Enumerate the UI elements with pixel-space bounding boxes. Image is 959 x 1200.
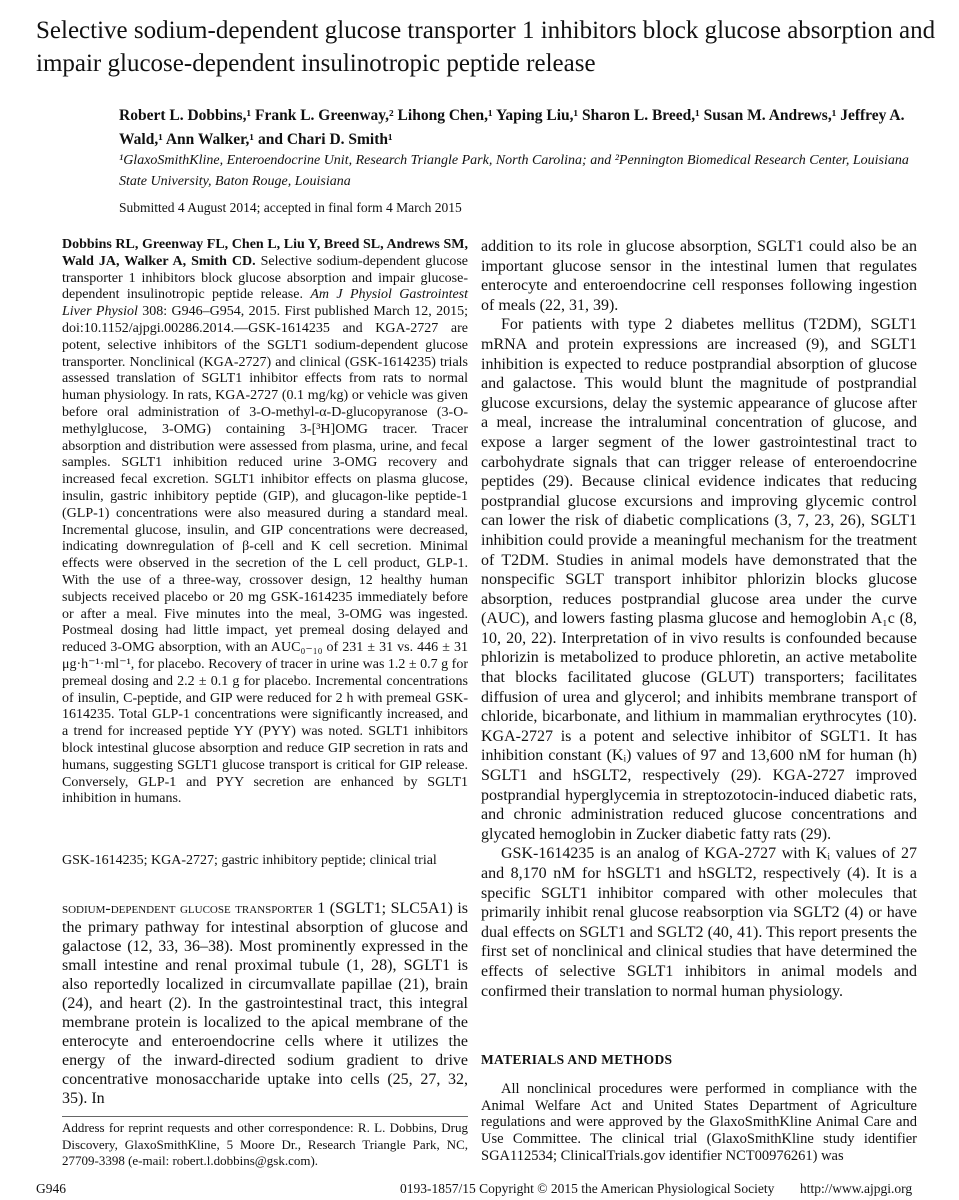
abstract-citation-authors: Dobbins RL, Greenway FL, Chen L, Liu Y, Breed SL, Andrews SM, Wald JA, Walker A, Smith CD. — [62, 237, 468, 269]
introduction — [62, 899, 468, 1108]
paper-title: Selective sodium-dependent glucose transporter 1 inhibitors block glucose absorption and impair glucose-dependent insulinotropic peptide release — [36, 17, 936, 77]
right-column — [481, 237, 917, 1001]
methods-text: All nonclinical procedures were performed in compliance with the Animal Welfare Act and United States Department of Agriculture regulations and were approved by the GlaxoSmithKline Animal Care and Use Committee. The clinical trial (GlaxoSmithKline study identifier SGA112534; ClinicalTrials.gov identifier NCT00976261) was — [481, 1081, 917, 1164]
intro-lead: sodium-dependent glucose transporter — [62, 900, 313, 917]
abstract-body: —GSK-1614235 and KGA-2727 are potent, selective inhibitors of the SGLT1 sodium-dependent glucose transporter. Nonclinical (KGA-2727) and clinical (GSK-1614235) trials assessed translation of SGLT1 inhibitor effects from rats to normal human physiology. In rats, KGA-2727 (0.1 mg/kg) or vehicle was given before oral administration of 3-O-methyl-α-D-glucopyranose (3-O-methylglucose, 3-OMG) containing 3-[³H]OMG tracer. Tracer absorption and distribution were assessed from plasma, urine, and fecal samples. SGLT1 inhibition reduced urine 3-OMG recovery and increased fecal excretion. SGLT1 inhibitor effects on plasma glucose, insulin, gastric inhibitory peptide (GIP), and glucagon-like peptide-1 (GLP-1) concentrations were also measured during a standard meal. Incremental glucose, insulin, and GIP concentrations were decreased, indicating downregulation of β-cell and K cell secretion. Minimal effects were observed in the secretion of the L cell product, GLP-1. With the use of a three-way, crossover design, 12 healthy human subjects received placebo or 20 mg GSK-1614235 immediately before or after a meal. Five minutes into the meal, 3-OMG was ingested. Postmeal dosing had little impact, yet premeal dosing delayed and reduced 3-OMG absorption, with an AUC₀₋₁₀ of 231 ± 31 vs. 446 ± 31 μg·h⁻¹·ml⁻¹, for placebo. Recovery of tracer in urine was 1.2 ± 0.7 g for premeal dosing and 2.2 ± 0.1 g for placebo. Incremental concentrations of insulin, C-peptide, and GIP were reduced for 2 h with premeal GSK-1614235. Total GLP-1 concentrations were significantly increased, and a trend for increased peptide YY (PYY) was noted. SGLT1 inhibitors block intestinal glucose absorption and reduce GIP secretion in rats and humans, suggesting SGLT1 glucose transport is critical for GIP release. Conversely, GLP-1 and PYY secretion are enhanced by SGLT1 inhibition in humans. — [62, 320, 468, 807]
affiliations: ¹GlaxoSmithKline, Enteroendocrine Unit, Research Triangle Park, North Carolina; and ²Pennington Biomedical Research Center, Louisiana State University, Baton Rouge, Louisiana — [119, 153, 909, 189]
paragraph-1: addition to its role in glucose absorption, SGLT1 could also be an important glucose sensor in the intestinal lumen that regulates enterocyte and enteroendocrine cell responses following ingestion of meals (22, 31, 39). — [481, 238, 917, 314]
correspondence-footnote: Address for reprint requests and other correspondence: R. L. Dobbins, Drug Discovery, GlaxoSmithKline, 5 Moore Dr., Research Triangle Park, NC, 27709-3398 (e-mail: robert.l.dobbins@gsk.com). — [62, 1116, 468, 1170]
paragraph-3: GSK-1614235 is an analog of KGA-2727 with Kᵢ values of 27 and 8,170 nM for hSGLT1 and hSGLT2, respectively (4). It is a specific SGLT1 inhibitor compared with other molecules that primarily inhibit renal glucose reabsorption via SGLT2 (4) or have dual effects on SGLT1 and SGLT2 (40, 41). This report presents the first set of nonclinical and clinical studies that have determined the effects of selective SGLT1 inhibitors in animal models and confirmed their translation to normal human physiology. — [481, 845, 917, 1000]
keywords: GSK-1614235; KGA-2727; gastric inhibitory peptide; clinical trial — [62, 853, 437, 868]
abstract-citation-rest: 308: G946–G954, 2015. First published March 12, 2015; doi:10.1152/ajpgi.00286.2014. — [62, 304, 469, 336]
paragraph-2: For patients with type 2 diabetes mellitus (T2DM), SGLT1 mRNA and protein expressions are increased (9), and SGLT1 inhibition is expected to reduce postprandial absorption of glucose and galactose. This would blunt the magnitude of postprandial glucose excursions, delay the systemic appearance of glucose after a meal, increase the intraluminal concentration of glucose, and expose a larger segment of the lower gastrointestinal tract to carbohydrate signals that can trigger release of enteroendocrine peptides (29). Because clinical evidence indicates that reducing postprandial glucose excursions and improving glycemic control can lower the risk of diabetic complications (3, 7, 23, 26), SGLT1 inhibition could provide a meaningful mechanism for the treatment of T2DM. Studies in animal models have demonstrated that the nonspecific SGLT transport inhibitor phlorizin blocks glucose absorption, reduces postprandial glucose area under the curve (AUC), and lowers fasting plasma glucose and hemoglobin A₁c (8, 10, 20, 22). Interpretation of in vivo results is confounded because phlorizin is metabolized to produce phloretin, an active metabolite that blocks facilitated glucose (GLUT) transporters; facilitates diffusion of urea and glycerol; and inhibits membrane transport of chloride, bicarbonate, and lithium in mammalian erythrocytes (10). KGA-2727 is a potent and selective inhibitor of SGLT1. It has inhibition constant (Kᵢ) values of 97 and 13,600 nM for human (h) SGLT1 and hSGLT2, respectively (29). KGA-2727 improved postprandial hyperglycemia in streptozotocin-induced diabetic rats, and chronic administration reduced glucose concentrations and glycated hemoglobin in Zucker diabetic fatty rats (29). — [481, 316, 917, 843]
page-number: G946 — [36, 1181, 66, 1196]
abstract — [62, 237, 468, 808]
submission-dates: Submitted 4 August 2014; accepted in final form 4 March 2015 — [119, 200, 462, 215]
methods-heading: MATERIALS AND METHODS — [481, 1052, 673, 1067]
copyright: 0193-1857/15 Copyright © 2015 the American Physiological Society — [400, 1181, 775, 1196]
abstract-journal: Am J Physiol Gastrointest Liver Physiol — [62, 287, 469, 320]
abstract-citation-title: Selective sodium-dependent glucose transporter 1 inhibitors block glucose absorption and impair glucose-dependent insulinotropic peptide release. — [62, 253, 469, 303]
journal-url: http://www.ajpgi.org — [800, 1181, 913, 1196]
author-list: Robert L. Dobbins,¹ Frank L. Greenway,² Lihong Chen,¹ Yaping Liu,¹ Sharon L. Breed,¹ Susan M. Andrews,¹ Jeffrey A. Wald,¹ Ann Walker,¹ and Chari D. Smith¹ — [119, 107, 905, 148]
intro-text: 1 (SGLT1; SLC5A1) is the primary pathway for intestinal absorption of glucose and galactose (12, 33, 36–38). Most prominently expressed in the small intestine and renal proximal tubule (1, 28), SGLT1 is also reportedly localized in circumvallate papillae (21), brain (24), and heart (2). In the gastrointestinal tract, this integral membrane protein is localized to the apical membrane of the enterocyte and enteroendocrine cells where it utilizes the energy of the inward-directed sodium gradient to drive concentrative monosaccharide uptake into cells (25, 27, 32, 35). In — [62, 900, 468, 1107]
